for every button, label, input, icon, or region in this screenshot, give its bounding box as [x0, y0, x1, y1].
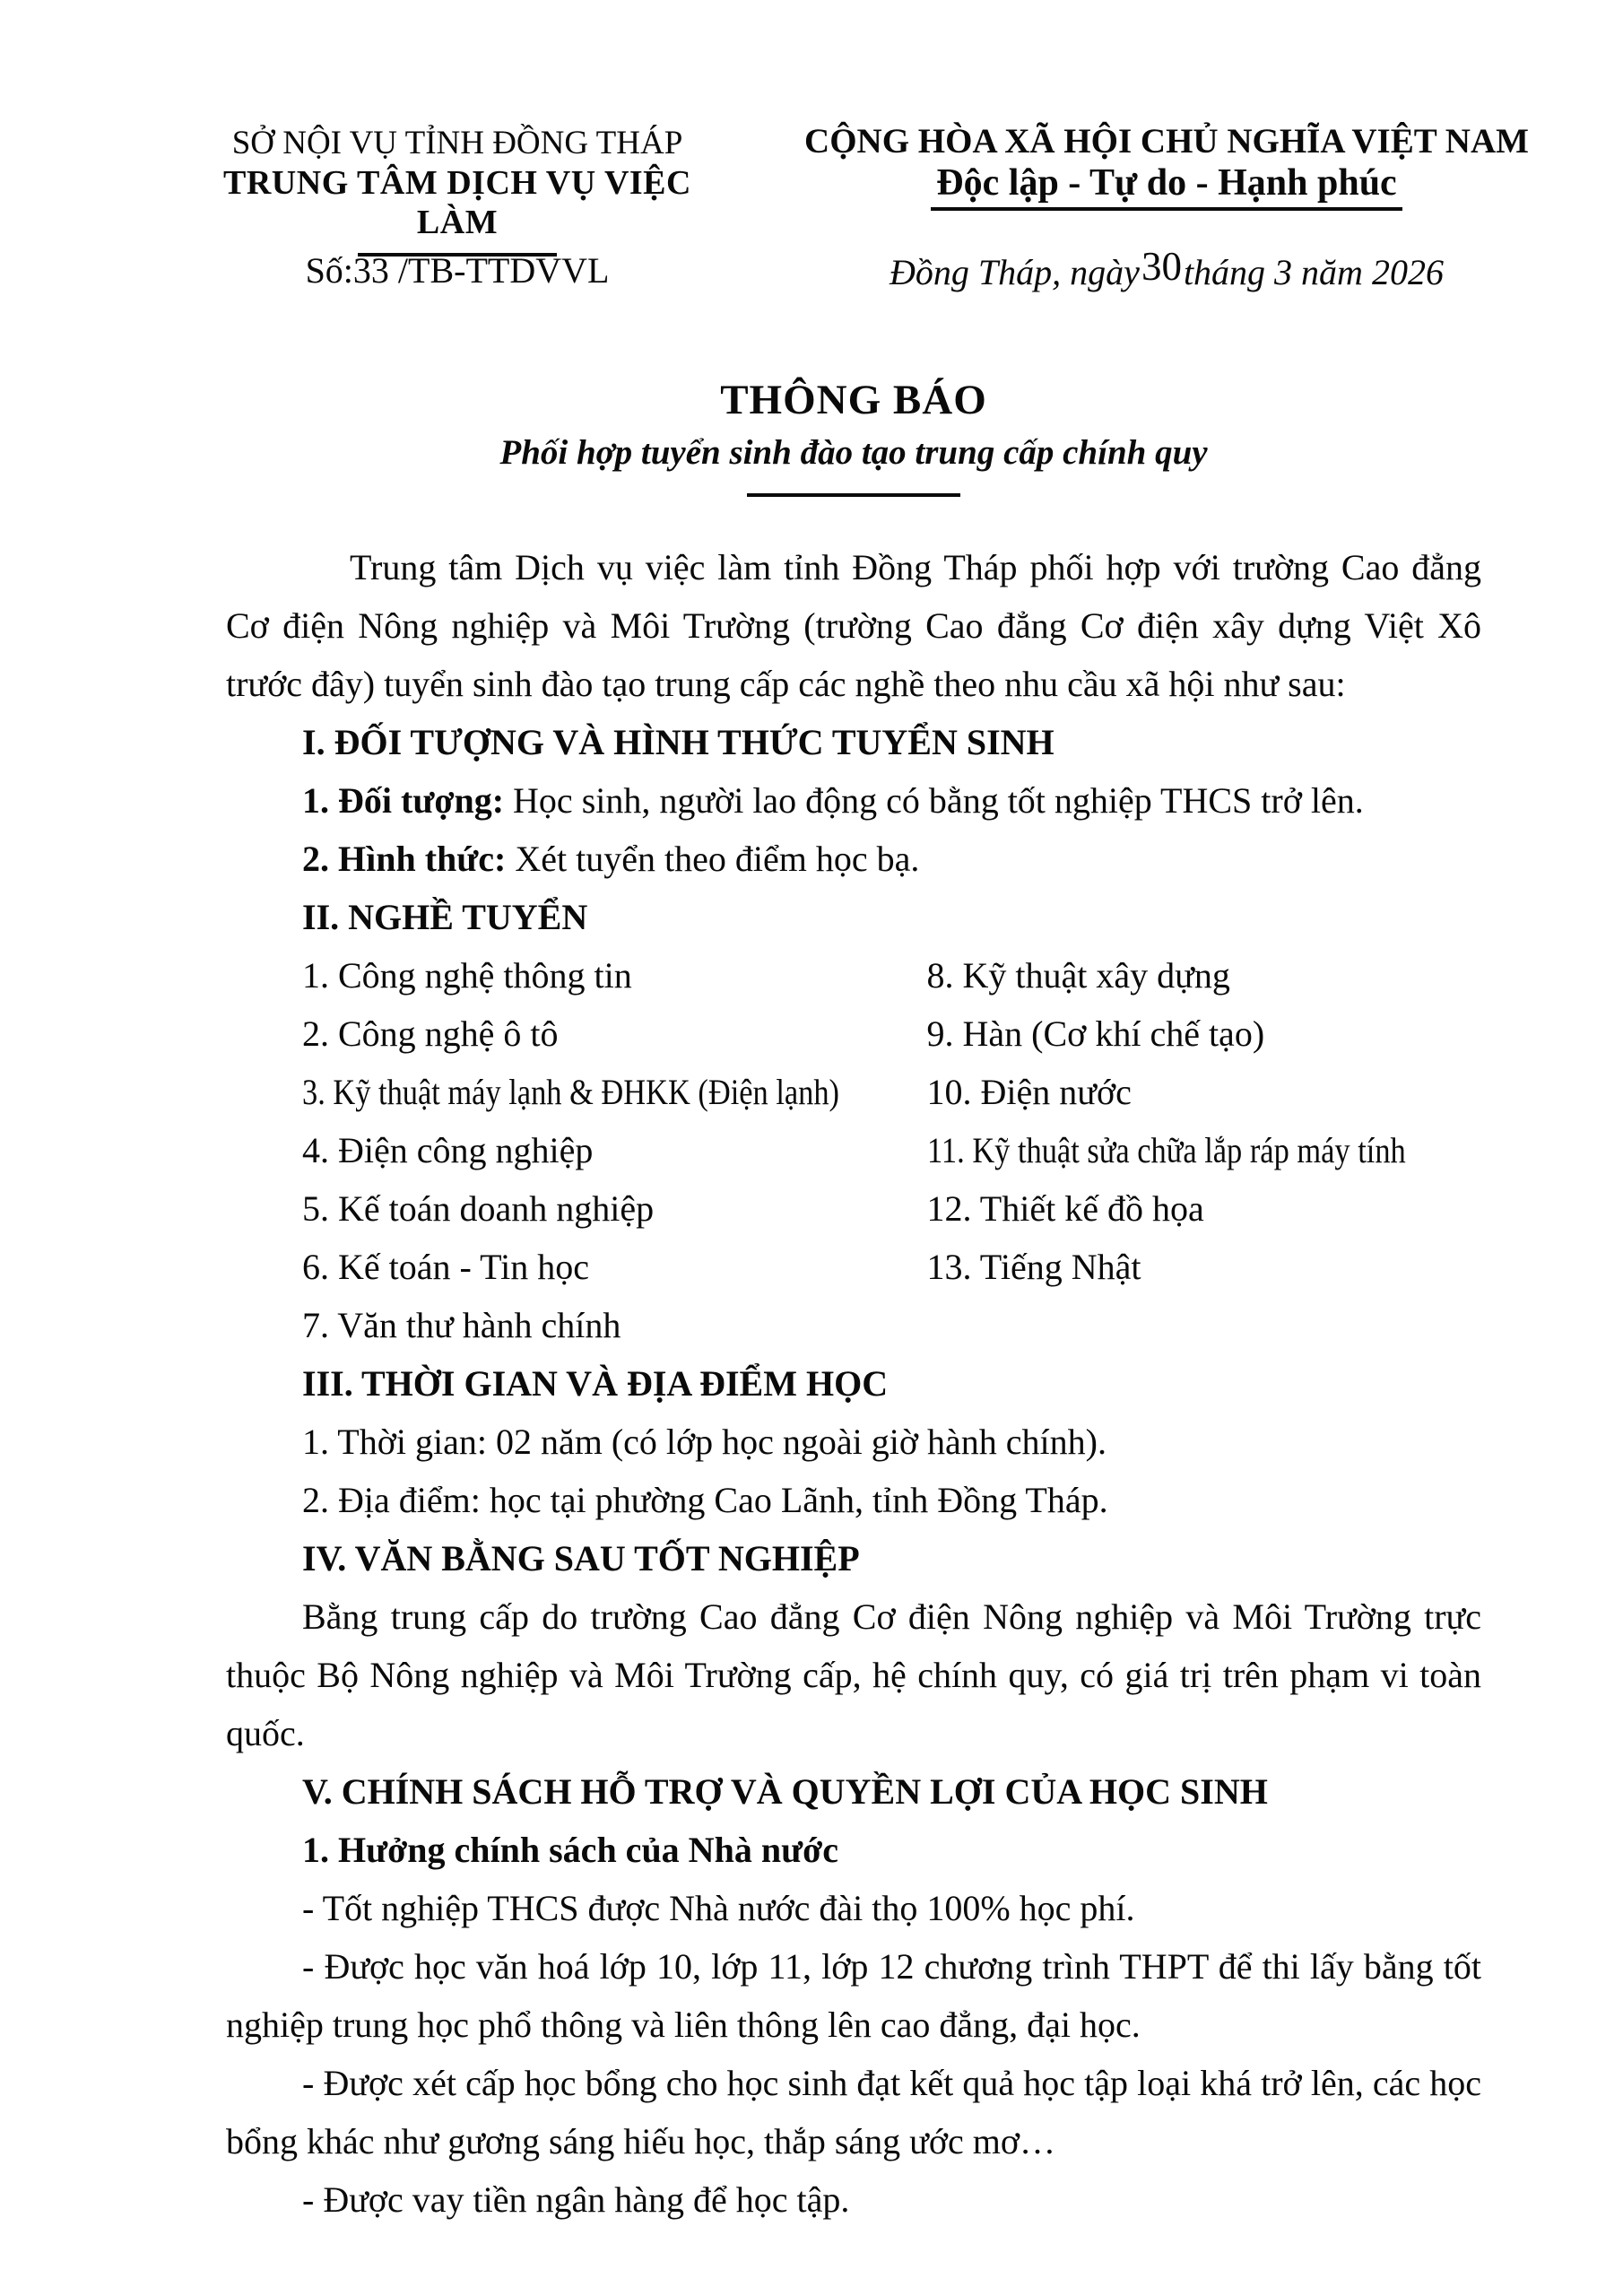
benefit-bullet-1: - Tốt nghiệp THCS được Nhà nước đài thọ 100% học phí.	[302, 1888, 1135, 1928]
intro-paragraph: Trung tâm Dịch vụ việc làm tỉnh Đồng Tháp phối hợp với trường Cao đẳng Cơ điện Nông nghiệp và Môi Trường (trường Cao đẳng Cơ điện xây dựng Việt Xô trước đây) tuyển sinh đào tạo trung cấp các nghề theo nhu cầu xã hội như sau:	[226, 547, 1481, 704]
section-3-item-2: 2. Địa điểm: học tại phường Cao Lãnh, tỉnh Đồng Tháp.	[302, 1480, 1108, 1520]
section-3-item-1: 1. Thời gian: 02 năm (có lớp học ngoài giờ hành chính).	[302, 1422, 1107, 1462]
national-title: CỘNG HÒA XÃ HỘI CHỦ NGHĨA VIỆT NAM	[804, 122, 1529, 161]
document-number: Số:33 /TB-TTDVVL	[305, 250, 610, 291]
section-3-heading: III. THỜI GIAN VÀ ĐỊA ĐIỂM HỌC	[302, 1363, 889, 1404]
section-2-heading: II. NGHỀ TUYỂN	[302, 897, 588, 937]
document-body	[226, 538, 1481, 2229]
trade-item: 1. Công nghệ thông tin	[302, 955, 632, 996]
trade-item: 10. Điện nước	[926, 1072, 1132, 1112]
trade-item: 7. Văn thư hành chính	[302, 1305, 621, 1345]
trade-item-condensed: 3. Kỹ thuật máy lạnh & ĐHKK (Điện lạnh)	[302, 1072, 840, 1112]
trade-item	[226, 1063, 927, 1121]
benefit-bullet-2: - Được học văn hoá lớp 10, lớp 11, lớp 12 chương trình THPT để thi lấy bằng tốt nghiệp trung học phổ thông và liên thông lên cao đẳng, đại học.	[226, 1946, 1481, 2045]
item-2-label: 2. Hình thức:	[302, 839, 507, 879]
section-1-item-1	[226, 771, 1481, 830]
trade-item: 12. Thiết kế đồ họa	[926, 1188, 1204, 1229]
trade-item: 13. Tiếng Nhật	[926, 1247, 1141, 1287]
trade-item-condensed: 11. Kỹ thuật sửa chữa lắp ráp máy tính	[926, 1130, 1406, 1170]
section-5-sub-heading: 1. Hưởng chính sách của Nhà nước	[302, 1830, 838, 1870]
item-1-label: 1. Đối tượng:	[302, 780, 505, 821]
trades-column-left	[226, 946, 927, 1354]
trade-item: 5. Kế toán doanh nghiệp	[302, 1188, 655, 1229]
benefit-bullet-3: - Được xét cấp học bổng cho học sinh đạt kết quả học tập loại khá trở lên, các học bổng khác như gương sáng hiếu học, thắp sáng ước mơ…	[226, 2063, 1481, 2161]
trade-item: 6. Kế toán - Tin học	[302, 1247, 589, 1287]
trades-column-right	[927, 946, 1484, 1354]
date-day: 30	[1141, 244, 1182, 289]
benefit-bullet-4: - Được vay tiền ngân hàng để học tập.	[302, 2179, 850, 2220]
national-motto: Độc lập - Tự do - Hạnh phúc	[931, 162, 1402, 211]
agency-name: TRUNG TÂM DỊCH VỤ VIỆC LÀM	[223, 164, 691, 241]
title-block	[226, 375, 1481, 497]
document-subtitle: Phối hợp tuyển sinh đào tạo trung cấp chính quy	[499, 433, 1208, 472]
title-separator-rule	[747, 493, 960, 497]
section-4-paragraph: Bằng trung cấp do trường Cao đẳng Cơ điện Nông nghiệp và Môi Trường trực thuộc Bộ Nông nghiệp và Môi Trường cấp, hệ chính quy, có giá trị trên phạm vi toàn quốc.	[226, 1596, 1481, 1753]
date-line	[773, 244, 1560, 294]
section-1-heading: I. ĐỐI TƯỢNG VÀ HÌNH THỨC TUYỂN SINH	[302, 722, 1055, 762]
agency-header	[206, 124, 708, 257]
section-1-item-2	[226, 830, 1481, 888]
item-2-text: Xét tuyển theo điểm học bạ.	[506, 839, 920, 879]
section-4-heading: IV. VĂN BẰNG SAU TỐT NGHIỆP	[302, 1538, 860, 1578]
document-title: THÔNG BÁO	[720, 377, 987, 423]
date-suffix: tháng 3 năm 2026	[1183, 252, 1444, 292]
item-1-text: Học sinh, người lao động có bằng tốt nghiệp THCS trở lên.	[504, 780, 1364, 821]
trade-item: 2. Công nghệ ô tô	[302, 1013, 559, 1054]
trade-item: 9. Hàn (Cơ khí chế tạo)	[926, 1013, 1265, 1054]
trade-item: 4. Điện công nghiệp	[302, 1130, 594, 1170]
trade-item	[927, 1121, 1484, 1179]
trades-list	[226, 946, 1481, 1354]
national-header	[773, 120, 1560, 212]
trade-item: 8. Kỹ thuật xây dựng	[926, 955, 1230, 996]
section-5-heading: V. CHÍNH SÁCH HỖ TRỢ VÀ QUYỀN LỢI CỦA HỌC SINH	[302, 1771, 1268, 1812]
date-prefix: Đồng Tháp, ngày	[890, 252, 1140, 292]
parent-agency-name: SỞ NỘI VỤ TỈNH ĐỒNG THÁP	[231, 125, 683, 161]
